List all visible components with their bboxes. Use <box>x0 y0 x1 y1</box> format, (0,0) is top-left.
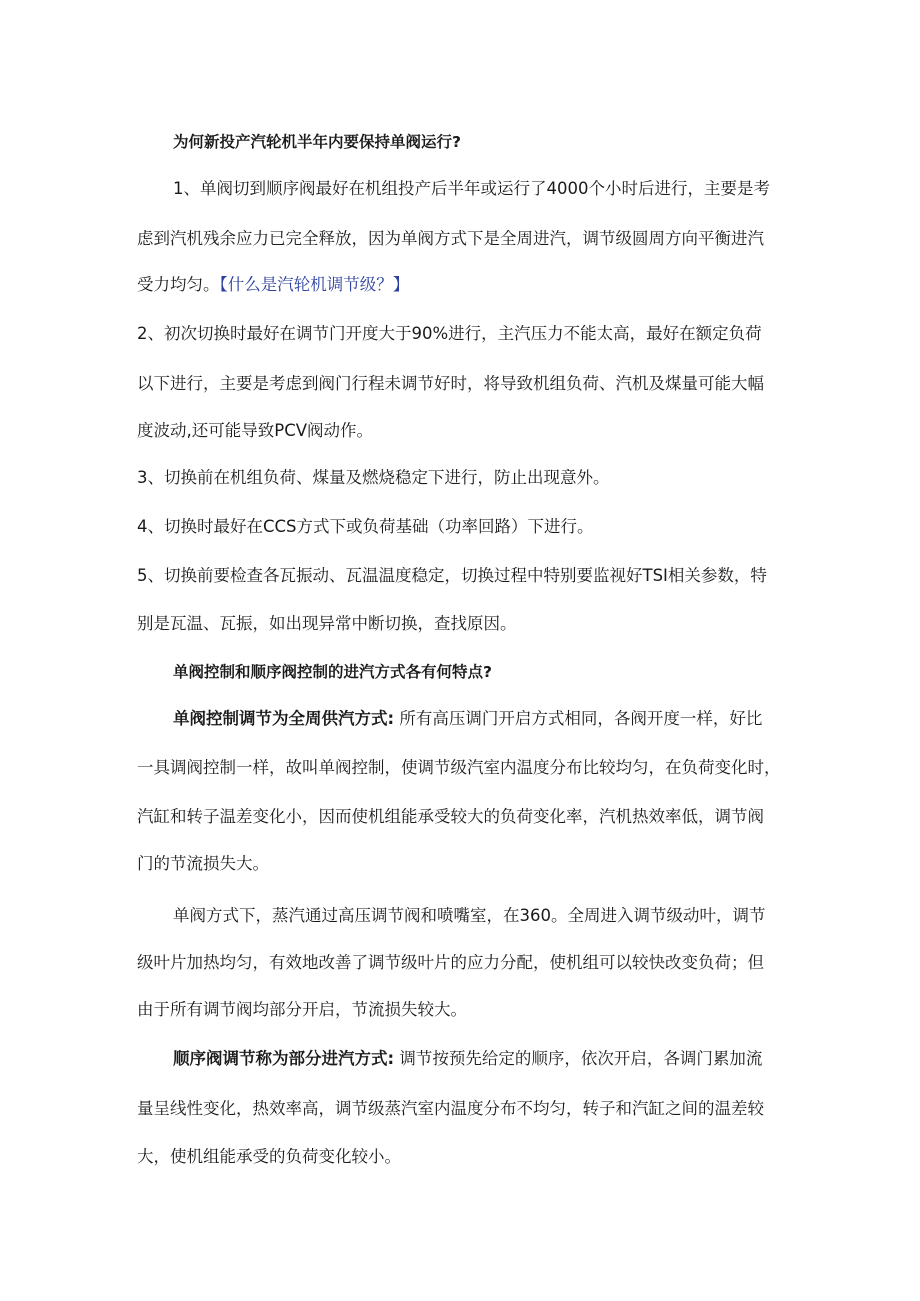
paragraph-line: 级叶片加热均匀，有效地改善了调节级叶片的应力分配，使机组可以较快改变负荷；但 <box>137 953 764 972</box>
paragraph-line: 大，使机组能承受的负荷变化较小。 <box>137 1147 401 1166</box>
paragraph-text: 调节按预先给定的顺序，依次开启，各调门累加流 <box>394 1049 763 1068</box>
paragraph-line: 5、切换前要检查各瓦振动、瓦温温度稳定，切换过程中特别要监视好TSI相关参数，特 <box>137 566 767 585</box>
section-heading-valve-modes: 单阀控制和顺序阀控制的进汽方式各有何特点? <box>173 663 492 681</box>
paragraph-line: 量呈线性变化，热效率高，调节级蒸汽室内温度分布不均匀，转子和汽缸之间的温差较 <box>137 1099 764 1118</box>
paragraph-line <box>173 1047 797 1071</box>
paragraph-line: 3、切换前在机组负荷、煤量及燃烧稳定下进行，防止出现意外。 <box>137 468 610 487</box>
governing-stage-link[interactable]: 什么是汽轮机调节级？ <box>227 275 393 294</box>
paragraph-line <box>173 707 797 731</box>
paragraph-line: 门的节流损失大。 <box>137 854 269 873</box>
paragraph-line: 虑到汽机残余应力已完全释放，因为单阀方式下是全周进汽，调节级圆周方向平衡进汽 <box>137 229 764 248</box>
paragraph-line: 别是瓦温、瓦振，如出现异常中断切换，查找原因。 <box>137 614 517 633</box>
paragraph-text: 所有高压调门开启方式相同，各阀开度一样，好比 <box>394 709 763 728</box>
section-heading-single-valve: 为何新投产汽轮机半年内要保持单阀运行? <box>173 133 461 151</box>
paragraph-line: 2、初次切换时最好在调节门开度大于90%进行，主汽压力不能太高，最好在额定负荷 <box>137 324 762 343</box>
bracket-open: 【 <box>219 275 228 294</box>
bracket-close: 】 <box>392 275 410 294</box>
paragraph-line: 以下进行，主要是考虑到阀门行程未调节好时，将导致机组负荷、汽机及煤量可能大幅 <box>137 374 764 393</box>
paragraph-text: 受力均匀。 <box>137 275 220 294</box>
paragraph-line: 由于所有调节阀均部分开启，节流损失较大。 <box>137 1000 467 1019</box>
paragraph-line: 单阀方式下，蒸汽通过高压调节阀和喷嘴室，在360。全周进入调节级动叶，调节 <box>173 906 766 925</box>
paragraph-line: 一具调阀控制一样，故叫单阀控制，使调节级汽室内温度分布比较均匀，在负荷变化时， <box>137 758 781 777</box>
paragraph-line: 度波动,还可能导致PCV阀动作。 <box>137 421 374 440</box>
paragraph-line: 汽缸和转子温差变化小，因而使机组能承受较大的负荷变化率，汽机热效率低，调节阀 <box>137 807 764 826</box>
paragraph-line: 4、切换时最好在CCS方式下或负荷基础（功率回路）下进行。 <box>137 517 594 536</box>
paragraph-line: 1、单阀切到顺序阀最好在机组投产后半年或运行了4000个小时后进行，主要是考 <box>173 179 770 198</box>
bold-lead-single-valve: 单阀控制调节为全周供汽方式: <box>173 709 395 728</box>
paragraph-line <box>137 273 797 297</box>
bold-lead-sequential-valve: 顺序阀调节称为部分进汽方式: <box>173 1049 395 1068</box>
